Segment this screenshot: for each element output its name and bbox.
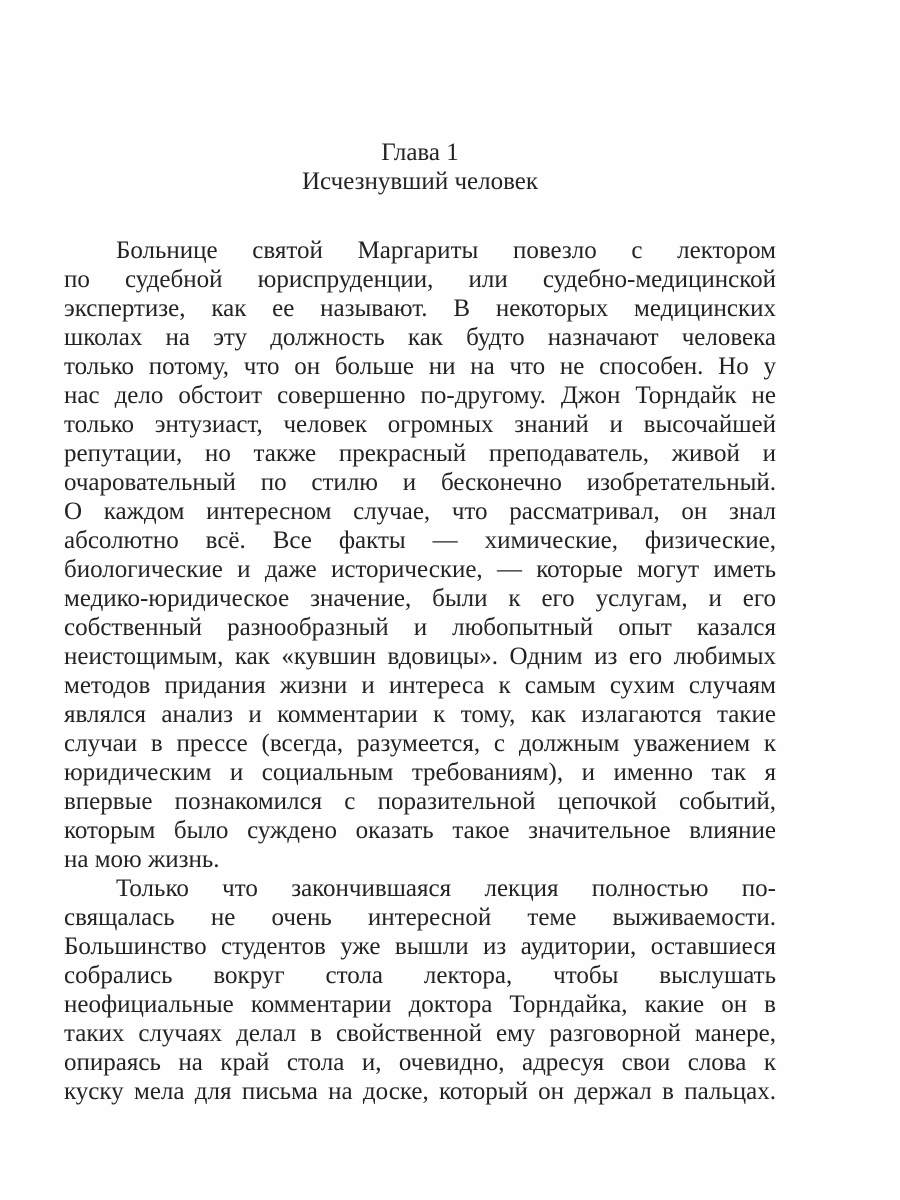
text-line: неофициальные комментарии доктора Торндайка, какие он в [64, 991, 776, 1018]
text-line: Больнице святой Маргариты повезло с лектором [116, 237, 776, 264]
text-line: методов придания жизни и интереса к самым сухим случаям [64, 672, 776, 699]
text-line: экспертизе, как ее называют. В некоторых медицинских [64, 295, 776, 322]
text-line: неистощимым, как «кувшин вдовицы». Одним из его любимых [64, 643, 776, 670]
text-line: свящалась не очень интересной теме выживаемости. [64, 904, 776, 931]
text-line: Только что закончившаяся лекция полностью по- [116, 875, 776, 902]
paragraph-1 [64, 236, 776, 874]
chapter-title: Исчезнувший человек [302, 168, 538, 195]
text-line: нас дело обстоит совершенно по-другому. Джон Торндайк не [64, 382, 776, 409]
text-column [64, 138, 776, 1106]
text-line: таких случаях делал в свойственной ему разговорной манере, [64, 1020, 776, 1047]
text-line: собственный разнообразный и любопытный опыт казался [64, 614, 776, 641]
text-line: куску мела для письма на доске, который он держал в пальцах. [64, 1078, 776, 1105]
text-line: впервые познакомился с поразительной цепочкой событий, [64, 788, 776, 815]
body-text [64, 236, 776, 1106]
chapter-heading [64, 138, 776, 196]
text-line: только потому, что он больше ни на что не способен. Но у [64, 353, 776, 380]
text-line: на мою жизнь. [64, 846, 220, 873]
text-line: являлся анализ и комментарии к тому, как излагаются такие [64, 701, 776, 728]
text-line: биологические и даже исторические, — которые могут иметь [64, 556, 776, 583]
text-line: собрались вокруг стола лектора, чтобы выслушать [64, 962, 776, 989]
text-line: Большинство студентов уже вышли из аудитории, оставшиеся [64, 933, 776, 960]
paragraph-2 [64, 874, 776, 1106]
text-line: О каждом интересном случае, что рассматривал, он знал [64, 498, 776, 525]
text-line: случаи в прессе (всегда, разумеется, с должным уважением к [64, 730, 776, 757]
text-line: школах на эту должность как будто назначают человека [64, 324, 776, 351]
chapter-number: Глава 1 [381, 139, 459, 166]
text-line: абсолютно всё. Все факты — химические, физические, [64, 527, 776, 554]
text-line: медико-юридическое значение, были к его услугам, и его [64, 585, 776, 612]
text-line: которым было суждено оказать такое значительное влияние [64, 817, 776, 844]
text-line: только энтузиаст, человек огромных знаний и высочайшей [64, 411, 776, 438]
text-line: юридическим и социальным требованиям), и именно так я [64, 759, 776, 786]
text-line: опираясь на край стола и, очевидно, адресуя свои слова к [64, 1049, 776, 1076]
text-line: очаровательный по стилю и бесконечно изобретательный. [64, 469, 776, 496]
text-line: по судебной юриспруденции, или судебно-медицинской [64, 266, 776, 293]
text-line: репутации, но также прекрасный преподаватель, живой и [64, 440, 776, 467]
